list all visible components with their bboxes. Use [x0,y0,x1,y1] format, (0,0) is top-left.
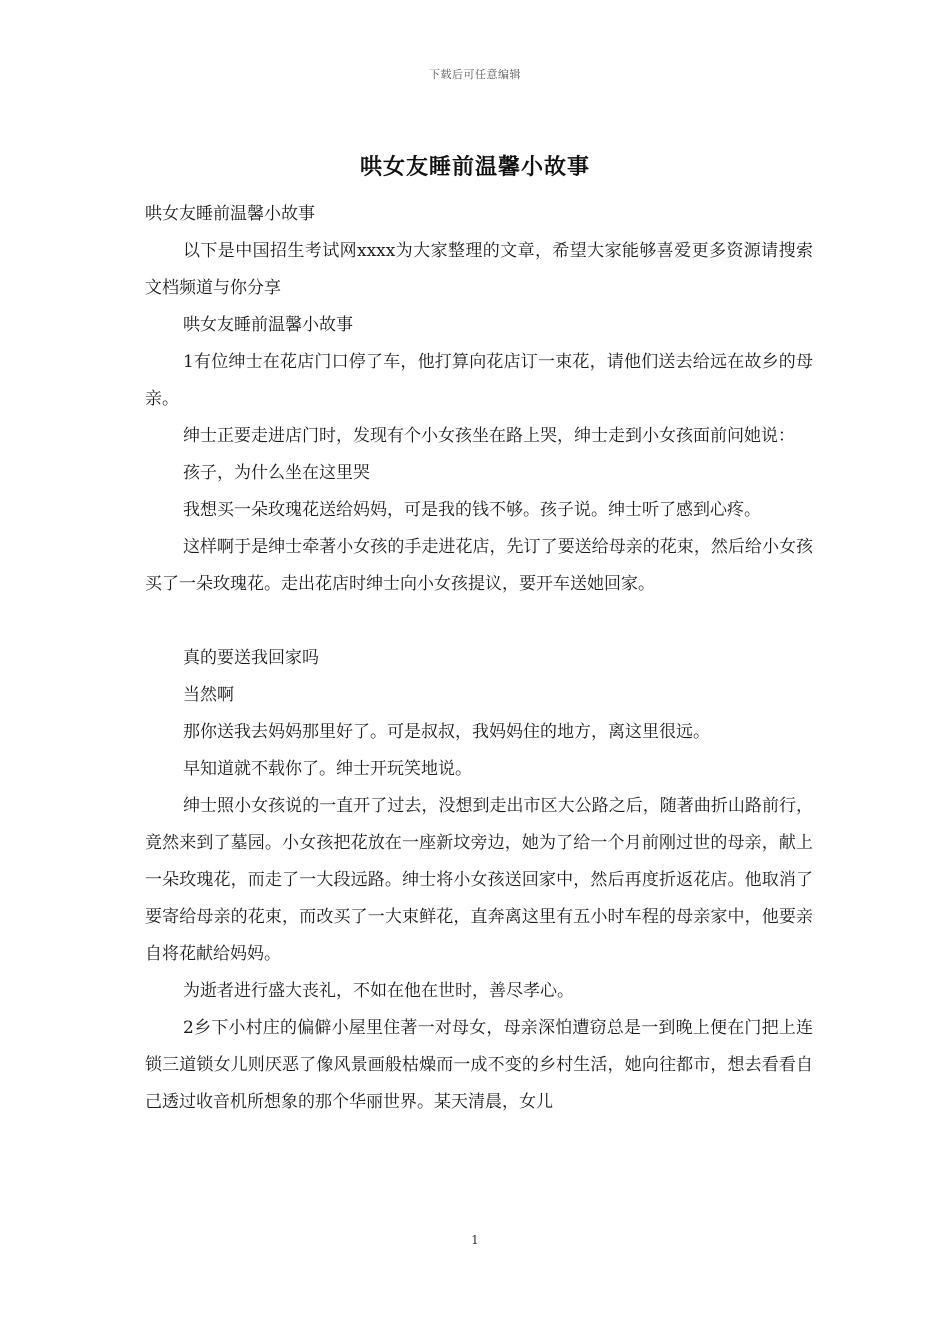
header-note: 下载后可任意编辑 [429,68,521,81]
paragraph: 这样啊于是绅士牵著小女孩的手走进花店，先订了要送给母亲的花束，然后给小女孩买了一朵玫瑰花。走出花店时绅士向小女孩提议，要开车送她回家。 [145,537,813,594]
paragraph: 我想买一朵玫瑰花送给妈妈，可是我的钱不够。孩子说。绅士听了感到心疼。 [183,500,761,520]
paragraph: 绅士照小女孩说的一直开了过去，没想到走出市区大公路之后，随著曲折山路前行，竟然来到了墓园。小女孩把花放在一座新坟旁边，她为了给一个月前刚过世的母亲，献上一朵玫瑰花，而走了一大段远路。绅士将小女孩送回家中，然后再度折返花店。他取消了要寄给母亲的花束，而改买了一大束鲜花，直奔离这里有五小时车程的母亲家中，他要亲自将花献给妈妈。 [145,796,813,964]
paragraph: 孩子，为什么坐在这里哭 [183,463,370,483]
paragraph: 以下是中国招生考试网xxxx为大家整理的文章，希望大家能够喜爱更多资源请搜索文档频道与你分享 [145,241,813,298]
paragraph: 绅士正要走进店门时，发现有个小女孩坐在路上哭，绅士走到小女孩面前问她说： [183,426,795,446]
paragraph: 1有位绅士在花店门口停了车，他打算向花店订一束花，请他们送去给远在故乡的母亲。 [145,352,813,409]
paragraph: 哄女友睡前温馨小故事 [145,204,315,224]
paragraph: 2乡下小村庄的偏僻小屋里住著一对母女，母亲深怕遭窃总是一到晚上便在门把上连锁三道锁女儿则厌恶了像风景画般枯燥而一成不变的乡村生活，她向往都市，想去看看自己透过收音机所想象的那个华丽世界。某天清晨，女儿 [145,1018,813,1112]
document-body [145,196,813,1121]
paragraph: 当然啊 [183,685,234,705]
paragraph: 那你送我去妈妈那里好了。可是叔叔，我妈妈住的地方，离这里很远。 [183,722,710,742]
paragraph: 真的要送我回家吗 [183,648,319,668]
page-number: 1 [471,1233,479,1247]
paragraph: 早知道就不载你了。绅士开玩笑地说。 [183,759,472,779]
document-title: 哄女友睡前温馨小故事 [359,154,590,180]
paragraph: 哄女友睡前温馨小故事 [183,315,353,335]
paragraph: 为逝者进行盛大丧礼，不如在他在世时，善尽孝心。 [183,981,574,1001]
